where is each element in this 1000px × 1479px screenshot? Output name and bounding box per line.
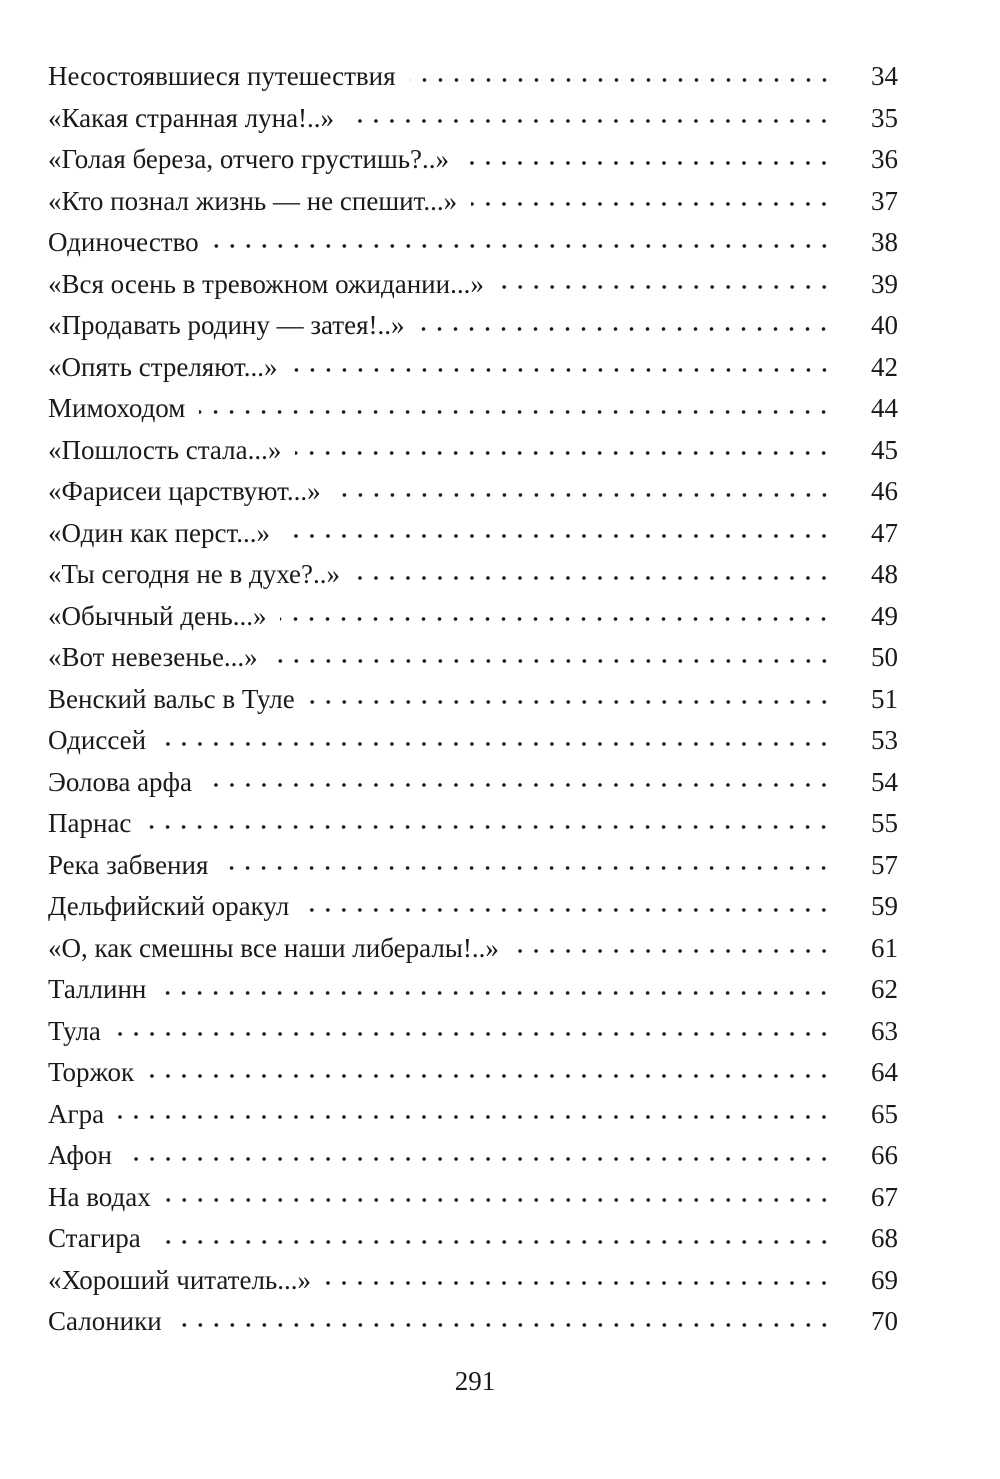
toc-entry (48, 969, 898, 1011)
toc-entry-page: 36 (871, 144, 898, 174)
dot-leader (145, 823, 832, 831)
toc-entry (48, 1011, 898, 1053)
toc-entry-page: 44 (871, 393, 898, 423)
toc-entry-title: Эолова арфа (48, 766, 193, 797)
toc-entry-title: «Один как перст...» (48, 517, 271, 548)
toc-entry-title: Стагира (48, 1223, 141, 1253)
toc-entry (48, 139, 898, 181)
toc-entry (48, 1218, 898, 1260)
toc-entry-title: На водах (48, 1181, 151, 1212)
dot-leader (471, 200, 832, 208)
toc-entry-page: 51 (871, 683, 898, 714)
toc-entry-title: Салоники (48, 1306, 162, 1336)
toc-entry-title: «Пошлость стала...» (48, 434, 282, 465)
toc-entry-page: 47 (871, 517, 898, 548)
toc-entry (48, 56, 898, 98)
dot-leader (303, 906, 832, 914)
dot-leader (199, 408, 832, 416)
toc-entry (48, 471, 898, 513)
toc-entry (48, 554, 898, 596)
dot-leader (280, 615, 832, 623)
toc-entry (48, 1094, 898, 1136)
toc-entry (48, 720, 898, 762)
toc-entry (48, 347, 898, 389)
toc-entry-page: 37 (871, 185, 898, 216)
toc-entry (48, 305, 898, 347)
toc-entry-page: 40 (871, 310, 898, 340)
toc-entry-page: 53 (871, 725, 898, 755)
toc-entry-title: «Вся осень в тревожном ожидании...» (48, 268, 484, 299)
dot-leader (410, 76, 832, 84)
toc-entry-title: Торжок (48, 1057, 135, 1087)
toc-entry-title: «Продавать родину — затея!..» (48, 310, 405, 340)
toc-entry-title: Парнас (48, 808, 132, 838)
toc-entry-page: 63 (871, 1015, 898, 1046)
dot-leader (222, 864, 832, 872)
toc-entry-page: 67 (871, 1181, 898, 1212)
dot-leader (295, 449, 832, 457)
toc-entry-title: Таллинн (48, 974, 147, 1004)
dot-leader (335, 491, 832, 499)
toc-entry (48, 596, 898, 638)
toc-entry-page: 54 (871, 766, 898, 797)
toc-entry-page: 59 (871, 891, 898, 921)
toc-entry (48, 513, 898, 555)
dot-leader (160, 740, 832, 748)
toc-entry-page: 42 (871, 351, 898, 382)
toc-entry-title: Одиссей (48, 725, 147, 755)
toc-entry (48, 679, 898, 721)
toc-entry (48, 1135, 898, 1177)
toc-entry (48, 762, 898, 804)
dot-leader (115, 1030, 832, 1038)
toc-entry-page: 69 (871, 1264, 898, 1295)
toc-entry (48, 845, 898, 887)
toc-entry-title: Афон (48, 1140, 112, 1170)
toc-entry-title: «Хороший читатель...» (48, 1264, 311, 1295)
toc-entry (48, 1052, 898, 1094)
toc-entry-title: «Кто познал жизнь — не спешит...» (48, 185, 458, 216)
toc-entry (48, 1301, 898, 1343)
toc-entry (48, 637, 898, 679)
toc-entry-page: 68 (871, 1223, 898, 1253)
table-of-contents (48, 56, 898, 1343)
dot-leader (155, 1238, 832, 1246)
toc-entry (48, 928, 898, 970)
toc-entry (48, 886, 898, 928)
dot-leader (160, 989, 832, 997)
toc-entry-page: 50 (871, 642, 898, 672)
dot-leader (418, 325, 832, 333)
toc-entry (48, 1177, 898, 1219)
toc-entry-page: 61 (871, 932, 898, 963)
toc-entry-title: «О, как смешны все наши либералы!..» (48, 932, 499, 963)
dot-leader (118, 1113, 832, 1121)
dot-leader (463, 159, 832, 167)
dot-leader (309, 698, 832, 706)
dot-leader (354, 574, 832, 582)
toc-entry-title: «Опять стреляют...» (48, 351, 278, 382)
dot-leader (513, 947, 832, 955)
toc-entry-page: 39 (871, 268, 898, 299)
dot-leader (284, 532, 832, 540)
toc-entry-page: 49 (871, 600, 898, 631)
toc-entry-title: Венский вальс в Туле (48, 683, 295, 714)
toc-entry-title: Тула (48, 1015, 101, 1046)
toc-entry-page: 64 (871, 1057, 898, 1087)
toc-entry-page: 45 (871, 434, 898, 465)
dot-leader (206, 781, 832, 789)
toc-entry-page: 35 (871, 102, 898, 133)
toc-entry (48, 222, 898, 264)
toc-entry-page: 57 (871, 849, 898, 880)
toc-entry-title: Мимоходом (48, 393, 186, 423)
dot-leader (292, 366, 832, 374)
toc-entry-title: Одиночество (48, 227, 199, 257)
dot-leader (165, 1196, 832, 1204)
toc-entry (48, 264, 898, 306)
dot-leader (126, 1155, 832, 1163)
toc-entry-page: 34 (871, 61, 898, 91)
dot-leader (176, 1321, 832, 1329)
toc-entry (48, 430, 898, 472)
toc-entry-page: 48 (871, 559, 898, 589)
toc-entry (48, 98, 898, 140)
dot-leader (213, 242, 832, 250)
dot-leader (348, 117, 832, 125)
toc-entry-page: 62 (871, 974, 898, 1004)
toc-entry (48, 803, 898, 845)
toc-entry-title: «Какая странная луна!..» (48, 102, 335, 133)
toc-entry-page: 46 (871, 476, 898, 506)
page-number: 291 (454, 1366, 496, 1396)
dot-leader (498, 283, 832, 291)
toc-entry-title: Агра (48, 1098, 105, 1129)
toc-entry (48, 388, 898, 430)
toc-entry-page: 65 (871, 1098, 898, 1129)
toc-entry-title: «Ты сегодня не в духе?..» (48, 559, 341, 589)
dot-leader (325, 1279, 832, 1287)
toc-entry-page: 55 (871, 808, 898, 838)
toc-entry-page: 38 (871, 227, 898, 257)
toc-entry-page: 66 (871, 1140, 898, 1170)
toc-entry-title: Несостоявшиеся путешествия (48, 61, 396, 91)
toc-entry-title: Дельфийский оракул (48, 891, 290, 921)
toc-entry-title: «Вот невезенье...» (48, 642, 258, 672)
dot-leader (272, 657, 832, 665)
toc-entry-title: «Голая береза, отчего грустишь?..» (48, 144, 450, 174)
toc-entry-page: 70 (871, 1306, 898, 1336)
toc-entry-title: Река забвения (48, 849, 209, 880)
toc-entry (48, 181, 898, 223)
toc-entry-title: «Обычный день...» (48, 600, 267, 631)
dot-leader (148, 1072, 832, 1080)
toc-entry-title: «Фарисеи царствуют...» (48, 476, 321, 506)
toc-entry (48, 1260, 898, 1302)
